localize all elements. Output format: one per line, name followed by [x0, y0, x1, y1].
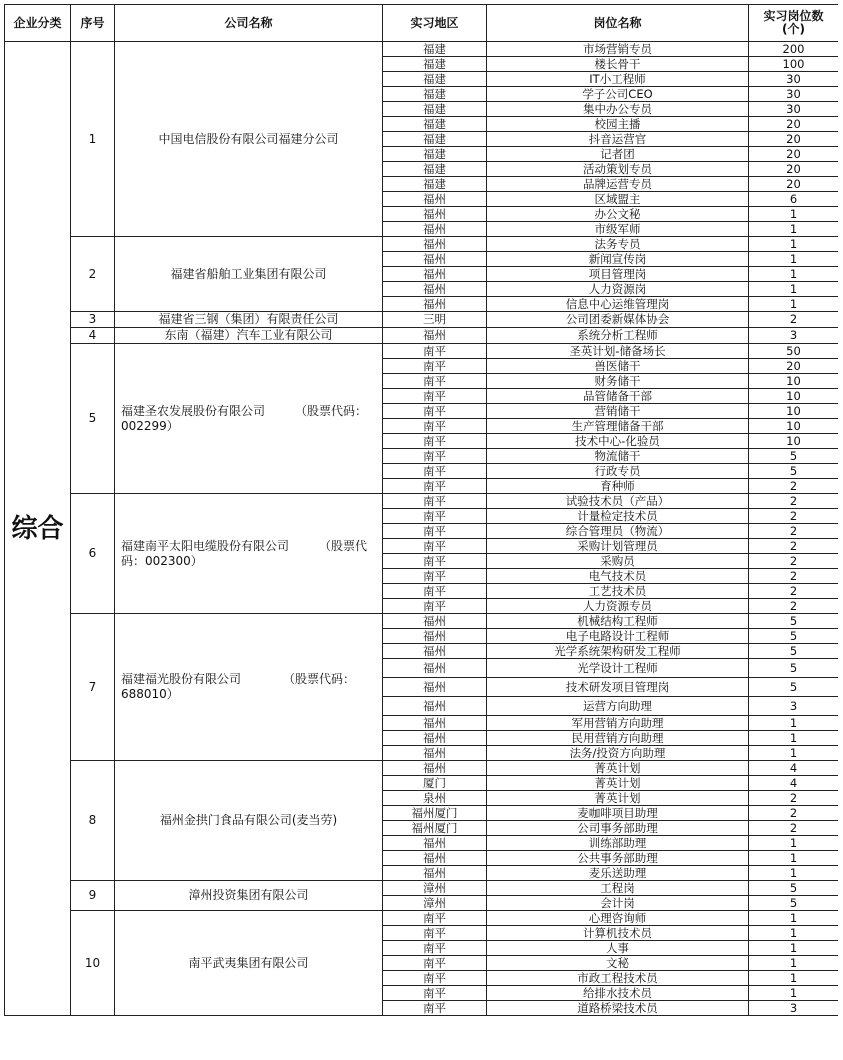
position-cell: 活动策划专员 [487, 162, 749, 177]
region-cell: 福建 [383, 87, 487, 102]
count-cell: 5 [749, 678, 839, 697]
position-cell: 校园主播 [487, 117, 749, 132]
count-cell: 20 [749, 132, 839, 147]
position-cell: 公共事务部助理 [487, 851, 749, 866]
position-cell: 市级军师 [487, 222, 749, 237]
table-row [5, 761, 839, 776]
region-cell: 南平 [383, 584, 487, 599]
position-cell: 品管储备干部 [487, 389, 749, 404]
region-cell: 南平 [383, 344, 487, 359]
region-cell: 南平 [383, 464, 487, 479]
region-cell: 南平 [383, 479, 487, 494]
count-cell: 1 [749, 941, 839, 956]
count-cell: 6 [749, 192, 839, 207]
table-row [5, 494, 839, 509]
header-index: 序号 [71, 5, 115, 42]
region-cell: 福州 [383, 282, 487, 297]
count-cell: 10 [749, 419, 839, 434]
count-cell: 10 [749, 389, 839, 404]
region-cell: 福州 [383, 644, 487, 659]
position-cell: 人力资源岗 [487, 282, 749, 297]
position-cell: 生产管理储备干部 [487, 419, 749, 434]
company-index-cell: 6 [71, 494, 115, 614]
header-count [749, 5, 839, 42]
region-cell: 南平 [383, 374, 487, 389]
region-cell: 福州 [383, 629, 487, 644]
table-body [5, 42, 839, 1016]
position-cell: 市政工程技术员 [487, 971, 749, 986]
position-cell: 公司团委新媒体协会 [487, 312, 749, 328]
position-cell: 文秘 [487, 956, 749, 971]
company-name-cell: 东南（福建）汽车工业有限公司 [115, 328, 383, 344]
count-cell: 50 [749, 344, 839, 359]
region-cell: 福州 [383, 697, 487, 716]
count-cell: 2 [749, 494, 839, 509]
count-cell: 1 [749, 986, 839, 1001]
position-cell: 采购计划管理员 [487, 539, 749, 554]
count-cell: 10 [749, 374, 839, 389]
region-cell: 南平 [383, 494, 487, 509]
company-name-cell: 中国电信股份有限公司福建分公司 [115, 42, 383, 237]
count-cell: 100 [749, 57, 839, 72]
position-cell: 试验技术员（产品） [487, 494, 749, 509]
region-cell: 福州厦门 [383, 821, 487, 836]
region-cell: 南平 [383, 359, 487, 374]
company-index-cell: 10 [71, 911, 115, 1016]
position-cell: 道路桥梁技术员 [487, 1001, 749, 1016]
count-cell: 1 [749, 282, 839, 297]
region-cell: 南平 [383, 554, 487, 569]
region-cell: 南平 [383, 524, 487, 539]
position-cell: 麦乐送助理 [487, 866, 749, 881]
header-company: 公司名称 [115, 5, 383, 42]
position-cell: 采购员 [487, 554, 749, 569]
count-cell: 20 [749, 359, 839, 374]
company-name-cell: 福建福光股份有限公司 （股票代码：688010） [115, 614, 383, 761]
count-cell: 1 [749, 956, 839, 971]
count-cell: 1 [749, 731, 839, 746]
region-cell: 福州 [383, 614, 487, 629]
position-cell: 圣英计划-储备场长 [487, 344, 749, 359]
count-cell: 2 [749, 539, 839, 554]
region-cell: 福州厦门 [383, 806, 487, 821]
position-cell: 市场营销专员 [487, 42, 749, 57]
region-cell: 南平 [383, 971, 487, 986]
position-cell: 品牌运营专员 [487, 177, 749, 192]
region-cell: 漳州 [383, 881, 487, 896]
position-cell: 育种师 [487, 479, 749, 494]
region-cell: 南平 [383, 911, 487, 926]
count-cell: 1 [749, 836, 839, 851]
position-cell: 项目管理岗 [487, 267, 749, 282]
position-cell: 给排水技术员 [487, 986, 749, 1001]
region-cell: 福建 [383, 57, 487, 72]
count-cell: 2 [749, 569, 839, 584]
position-cell: 新闻宣传岗 [487, 252, 749, 267]
position-cell: 运营方向助理 [487, 697, 749, 716]
region-cell: 福建 [383, 132, 487, 147]
region-cell: 福建 [383, 117, 487, 132]
count-cell: 5 [749, 659, 839, 678]
company-name-cell: 南平武夷集团有限公司 [115, 911, 383, 1016]
header-row [5, 5, 839, 42]
region-cell: 南平 [383, 986, 487, 1001]
region-cell: 福建 [383, 147, 487, 162]
count-cell: 1 [749, 926, 839, 941]
position-cell: 行政专员 [487, 464, 749, 479]
position-cell: 计算机技术员 [487, 926, 749, 941]
company-name-cell: 漳州投资集团有限公司 [115, 881, 383, 911]
table-row [5, 42, 839, 57]
table-row [5, 328, 839, 344]
position-cell: 办公文秘 [487, 207, 749, 222]
count-cell: 30 [749, 72, 839, 87]
count-cell: 30 [749, 87, 839, 102]
region-cell: 南平 [383, 419, 487, 434]
company-index-cell: 9 [71, 881, 115, 911]
region-cell: 福州 [383, 328, 487, 344]
region-cell: 福州 [383, 252, 487, 267]
table-row [5, 881, 839, 896]
region-cell: 福建 [383, 102, 487, 117]
position-cell: 兽医储干 [487, 359, 749, 374]
company-name-cell: 福州金拱门食品有限公司(麦当劳) [115, 761, 383, 881]
count-cell: 20 [749, 117, 839, 132]
position-cell: 公司事务部助理 [487, 821, 749, 836]
spreadsheet [4, 4, 838, 1056]
region-cell: 南平 [383, 956, 487, 971]
header-region: 实习地区 [383, 5, 487, 42]
region-cell: 南平 [383, 1001, 487, 1016]
count-cell: 2 [749, 554, 839, 569]
position-cell: 技术研发项目管理岗 [487, 678, 749, 697]
region-cell: 南平 [383, 599, 487, 614]
region-cell: 福建 [383, 72, 487, 87]
region-cell: 南平 [383, 926, 487, 941]
region-cell: 福州 [383, 761, 487, 776]
region-cell: 福州 [383, 866, 487, 881]
count-cell: 2 [749, 806, 839, 821]
region-cell: 南平 [383, 941, 487, 956]
region-cell: 福州 [383, 836, 487, 851]
table-row [5, 911, 839, 926]
count-cell: 200 [749, 42, 839, 57]
region-cell: 南平 [383, 389, 487, 404]
region-cell: 三明 [383, 312, 487, 328]
region-cell: 福州 [383, 851, 487, 866]
company-name-cell: 福建省船舶工业集团有限公司 [115, 237, 383, 312]
region-cell: 福建 [383, 42, 487, 57]
position-cell: 综合管理员（物流） [487, 524, 749, 539]
position-cell: 物流储干 [487, 449, 749, 464]
region-cell: 厦门 [383, 776, 487, 791]
count-cell: 1 [749, 716, 839, 731]
company-index-cell: 7 [71, 614, 115, 761]
company-index-cell: 2 [71, 237, 115, 312]
position-cell: 抖音运营官 [487, 132, 749, 147]
region-cell: 福州 [383, 746, 487, 761]
region-cell: 南平 [383, 569, 487, 584]
region-cell: 福州 [383, 222, 487, 237]
count-cell: 5 [749, 896, 839, 911]
table-row [5, 614, 839, 629]
count-cell: 2 [749, 584, 839, 599]
position-cell: 信息中心运维管理岗 [487, 297, 749, 312]
count-cell: 5 [749, 881, 839, 896]
position-cell: 技术中心-化验员 [487, 434, 749, 449]
position-cell: 集中办公专员 [487, 102, 749, 117]
position-cell: 光学设计工程师 [487, 659, 749, 678]
position-cell: 麦咖啡项目助理 [487, 806, 749, 821]
position-cell: 会计岗 [487, 896, 749, 911]
position-cell: 营销储干 [487, 404, 749, 419]
internship-table [4, 4, 838, 1016]
region-cell: 福建 [383, 177, 487, 192]
position-cell: 光学系统架构研发工程师 [487, 644, 749, 659]
company-index-cell: 8 [71, 761, 115, 881]
count-cell: 2 [749, 509, 839, 524]
count-cell: 1 [749, 746, 839, 761]
position-cell: 区域盟主 [487, 192, 749, 207]
position-cell: 民用营销方向助理 [487, 731, 749, 746]
position-cell: 训练部助理 [487, 836, 749, 851]
count-cell: 5 [749, 449, 839, 464]
count-cell: 5 [749, 629, 839, 644]
count-cell: 20 [749, 177, 839, 192]
count-cell: 3 [749, 697, 839, 716]
position-cell: 人力资源专员 [487, 599, 749, 614]
position-cell: 记者团 [487, 147, 749, 162]
position-cell: 机械结构工程师 [487, 614, 749, 629]
region-cell: 南平 [383, 509, 487, 524]
position-cell: 心理咨询师 [487, 911, 749, 926]
company-index-cell: 1 [71, 42, 115, 237]
company-name-cell: 福建圣农发展股份有限公司 （股票代码：002299） [115, 344, 383, 494]
table-row [5, 237, 839, 252]
company-name-cell: 福建省三钢（集团）有限责任公司 [115, 312, 383, 328]
company-index-cell: 3 [71, 312, 115, 328]
position-cell: 计量检定技术员 [487, 509, 749, 524]
company-index-cell: 5 [71, 344, 115, 494]
region-cell: 南平 [383, 539, 487, 554]
position-cell: 法务/投资方向助理 [487, 746, 749, 761]
position-cell: 工程岗 [487, 881, 749, 896]
count-cell: 20 [749, 147, 839, 162]
region-cell: 南平 [383, 434, 487, 449]
count-cell: 4 [749, 761, 839, 776]
count-cell: 3 [749, 328, 839, 344]
position-cell: 学子公司CEO [487, 87, 749, 102]
header-position: 岗位名称 [487, 5, 749, 42]
count-cell: 2 [749, 312, 839, 328]
count-cell: 1 [749, 207, 839, 222]
region-cell: 福州 [383, 731, 487, 746]
count-cell: 10 [749, 404, 839, 419]
count-cell: 5 [749, 464, 839, 479]
position-cell: 财务储干 [487, 374, 749, 389]
region-cell: 福州 [383, 678, 487, 697]
region-cell: 漳州 [383, 896, 487, 911]
company-name-cell: 福建南平太阳电缆股份有限公司 （股票代码：002300） [115, 494, 383, 614]
company-index-cell: 4 [71, 328, 115, 344]
position-cell: 菁英计划 [487, 776, 749, 791]
count-cell: 2 [749, 791, 839, 806]
count-cell: 2 [749, 524, 839, 539]
count-cell: 1 [749, 297, 839, 312]
count-cell: 3 [749, 1001, 839, 1016]
count-cell: 20 [749, 162, 839, 177]
region-cell: 南平 [383, 449, 487, 464]
position-cell: 法务专员 [487, 237, 749, 252]
count-cell: 30 [749, 102, 839, 117]
position-cell: 电子电路设计工程师 [487, 629, 749, 644]
count-cell: 1 [749, 237, 839, 252]
region-cell: 泉州 [383, 791, 487, 806]
region-cell: 福州 [383, 267, 487, 282]
count-cell: 4 [749, 776, 839, 791]
count-cell: 1 [749, 911, 839, 926]
category-cell: 综合 [5, 42, 71, 1016]
region-cell: 福州 [383, 659, 487, 678]
position-cell: 系统分析工程师 [487, 328, 749, 344]
count-cell: 2 [749, 599, 839, 614]
position-cell: 菁英计划 [487, 791, 749, 806]
count-cell: 1 [749, 851, 839, 866]
region-cell: 福州 [383, 716, 487, 731]
header-count-line1: 实习岗位数 [763, 9, 824, 23]
position-cell: 工艺技术员 [487, 584, 749, 599]
count-cell: 1 [749, 866, 839, 881]
region-cell: 福州 [383, 207, 487, 222]
position-cell: 军用营销方向助理 [487, 716, 749, 731]
count-cell: 2 [749, 821, 839, 836]
count-cell: 5 [749, 614, 839, 629]
table-row [5, 312, 839, 328]
count-cell: 1 [749, 222, 839, 237]
header-category: 企业分类 [5, 5, 71, 42]
position-cell: IT小工程师 [487, 72, 749, 87]
count-cell: 1 [749, 267, 839, 282]
count-cell: 1 [749, 252, 839, 267]
header-count-line2: (个) [782, 22, 805, 36]
position-cell: 电气技术员 [487, 569, 749, 584]
position-cell: 楼长骨干 [487, 57, 749, 72]
count-cell: 2 [749, 479, 839, 494]
region-cell: 福州 [383, 297, 487, 312]
table-row [5, 344, 839, 359]
region-cell: 福州 [383, 237, 487, 252]
region-cell: 福州 [383, 192, 487, 207]
count-cell: 5 [749, 644, 839, 659]
position-cell: 菁英计划 [487, 761, 749, 776]
region-cell: 福建 [383, 162, 487, 177]
region-cell: 南平 [383, 404, 487, 419]
position-cell: 人事 [487, 941, 749, 956]
count-cell: 1 [749, 971, 839, 986]
count-cell: 10 [749, 434, 839, 449]
